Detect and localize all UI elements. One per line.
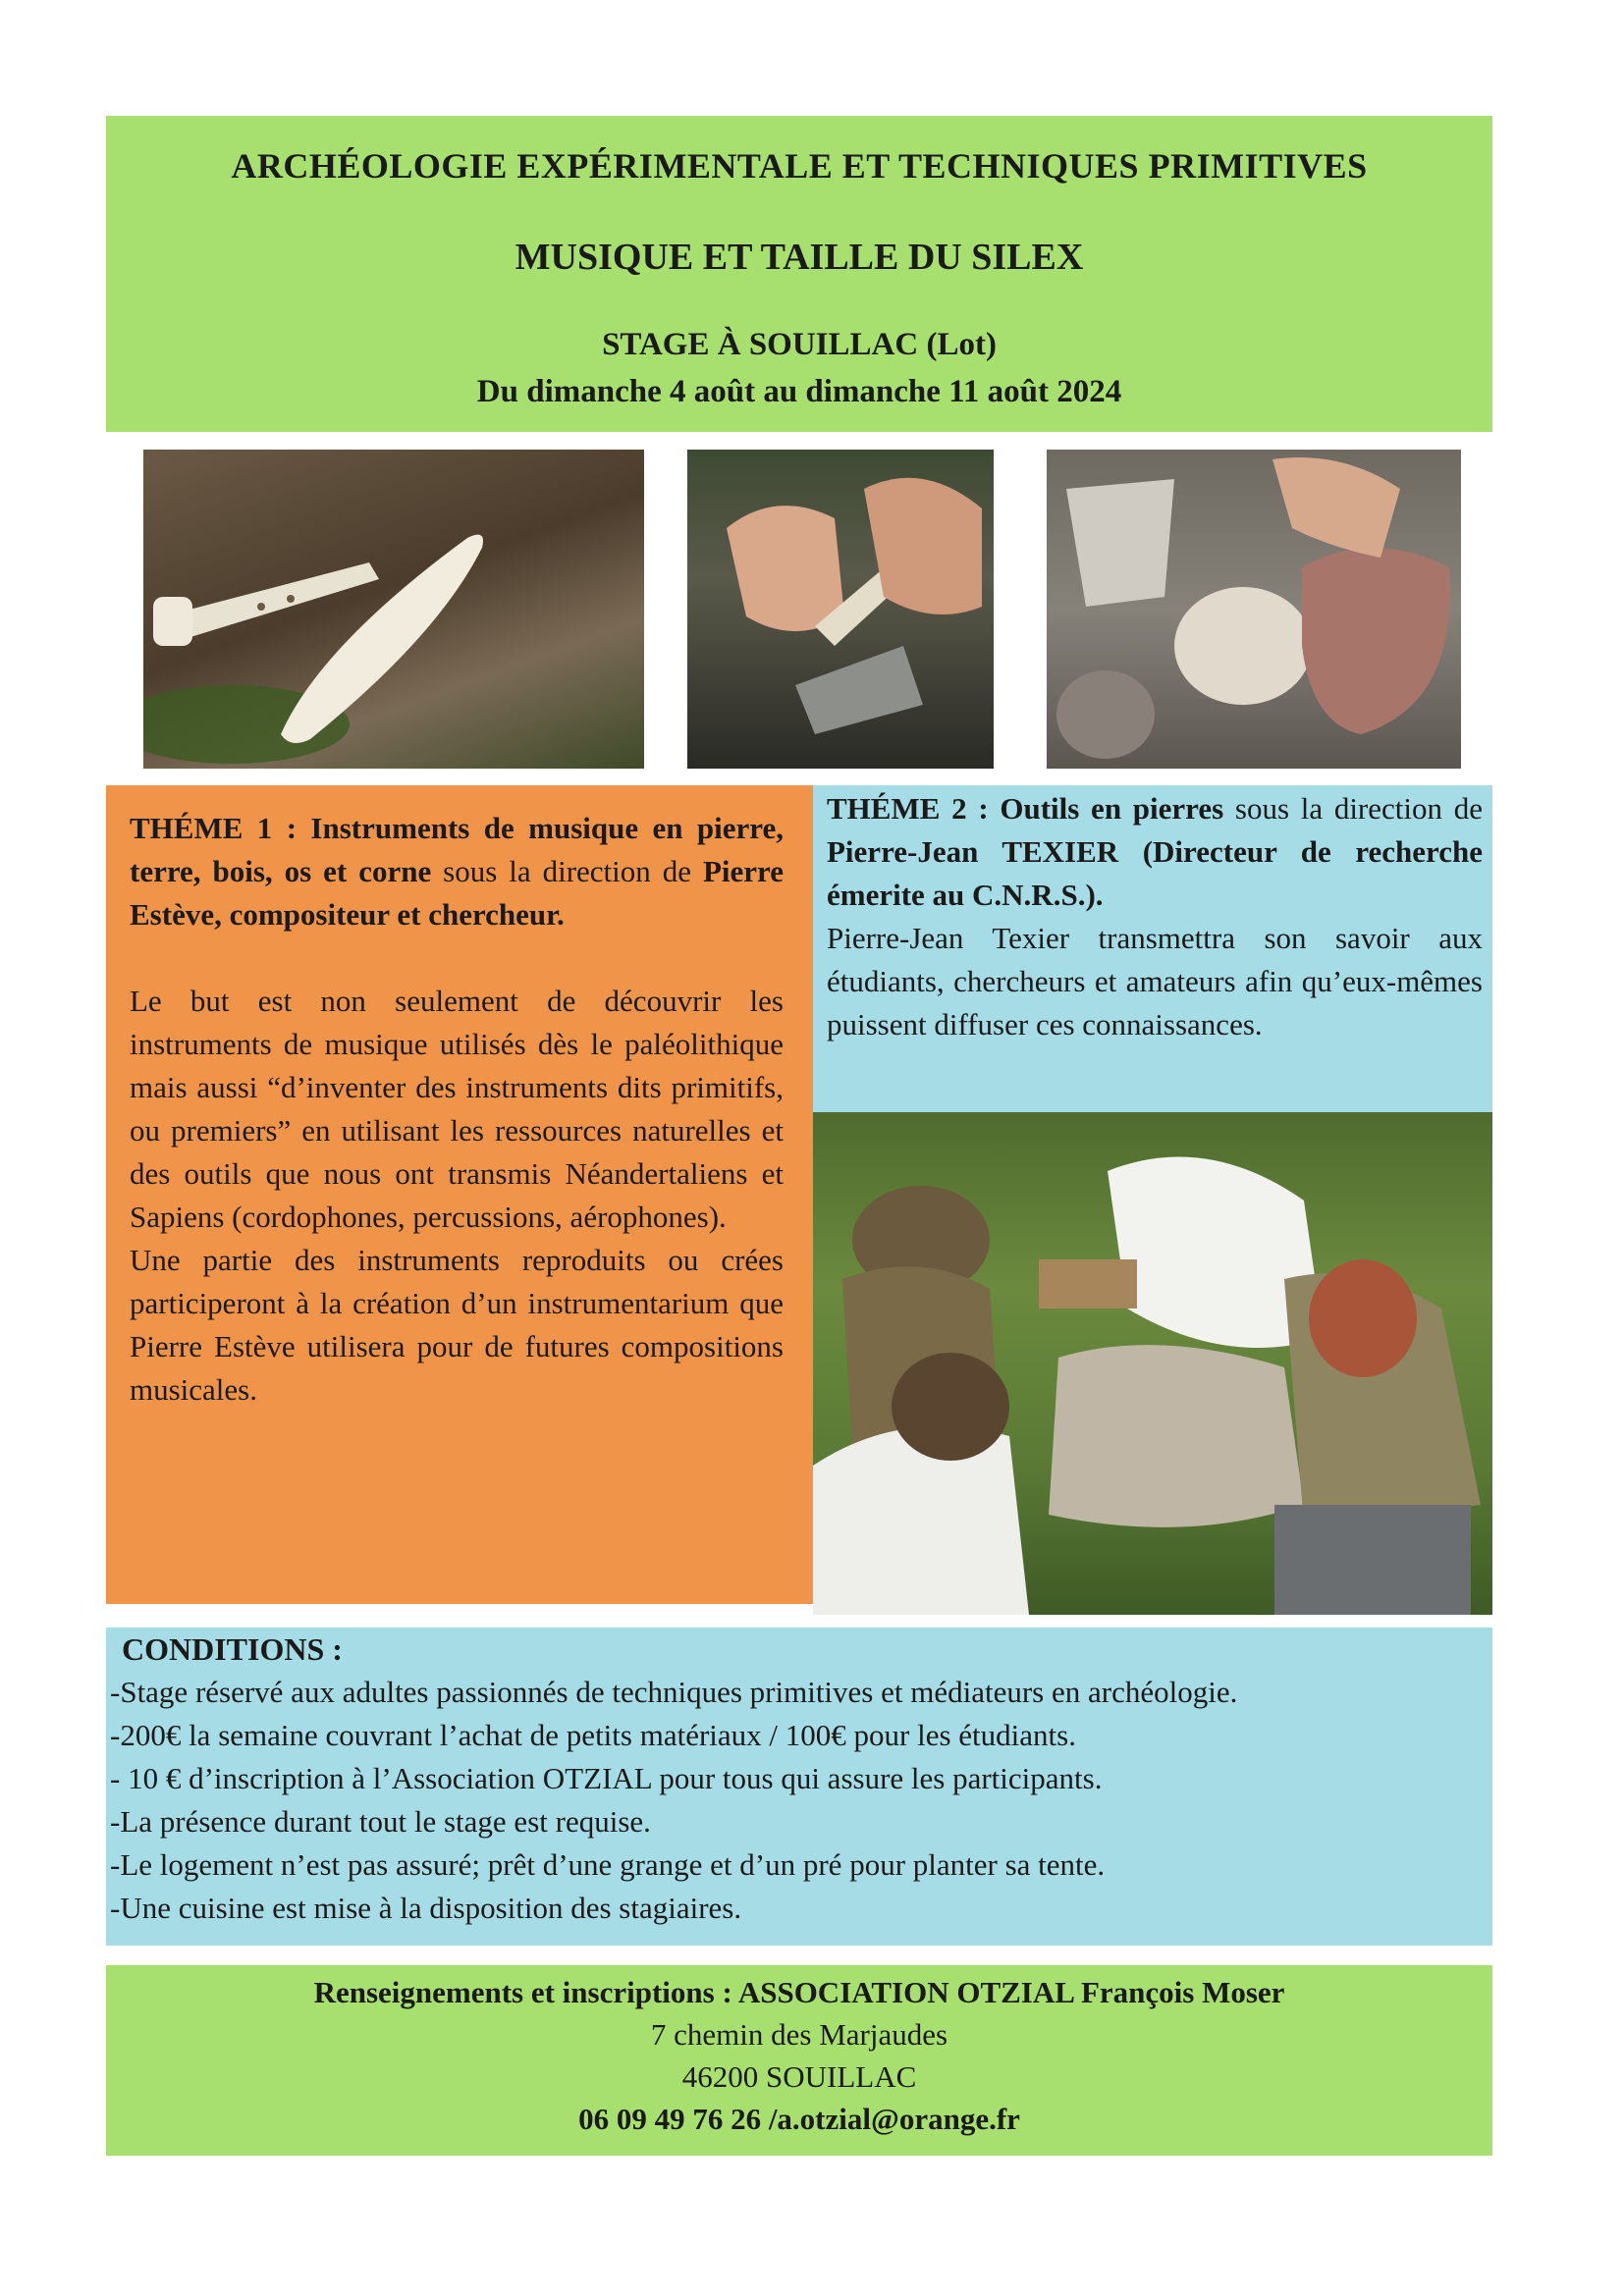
photo-bone-instruments-drawing (143, 450, 644, 769)
header-subtitle: MUSIQUE ET TAILLE DU SILEX (514, 237, 1084, 278)
theme1-heading (130, 807, 784, 936)
photo-group-workshop (813, 1112, 1492, 1615)
contact-phone-email: 06 09 49 76 26 /a.otzial@orange.fr (578, 2102, 1020, 2136)
theme2-direction-label: sous la direction de (1223, 791, 1483, 826)
conditions-panel (106, 1628, 1492, 1946)
theme1-director: Pierre Estève, compositeur et chercheur. (130, 854, 784, 932)
conditions-title: CONDITIONS : (122, 1631, 343, 1667)
conditions-item: -Une cuisine est mise à la disposition des stagiaires. (110, 1891, 742, 1925)
theme2-paragraph: Pierre-Jean Texier transmettra son savoir aux étudiants, chercheurs et amateurs afin qu’eux-mêmes puissent diffuser ces connaissances. (827, 921, 1483, 1041)
theme2-panel (813, 785, 1492, 1112)
theme2-title: THÉME 2 : Outils en pierres (827, 791, 1224, 826)
conditions-item: - 10 € d’inscription à l’Association OTZIAL pour tous qui assure les participants. (110, 1761, 1103, 1795)
header-dates: Du dimanche 4 août au dimanche 11 août 2024 (476, 374, 1122, 409)
contact-heading: Renseignements et inscriptions : ASSOCIATION OTZIAL François Moser (313, 1975, 1285, 2009)
header-banner (106, 116, 1492, 432)
photo-bone-instruments (143, 450, 644, 769)
conditions-item: -Stage réservé aux adultes passionnés de techniques primitives et médiateurs en archéologie. (110, 1675, 1238, 1709)
theme1-paragraph-2: Une partie des instruments reproduits ou crées participeront à la création d’un instrumentarium que Pierre Estève utilisera pour de futures compositions musicales. (130, 1243, 784, 1407)
theme2-director: Pierre-Jean TEXIER (Directeur de recherche émerite au C.N.R.S.). (827, 834, 1483, 912)
theme1-paragraph-1: Le but est non seulement de découvrir les instruments de musique utilisés dès le paléolithique mais aussi “d’inventer des instruments dits primitifs, ou premiers” en utilisant les ressources naturelles et des outils que nous ont transmis Néandertaliens et Sapiens (cordophones, percussions, aérophones). (130, 984, 784, 1234)
contact-street: 7 chemin des Marjaudes (650, 2017, 948, 2052)
conditions-item: -La présence durant tout le stage est requise. (110, 1804, 651, 1839)
header-location: STAGE À SOUILLAC (Lot) (602, 327, 997, 362)
photo-group-workshop-drawing (813, 1112, 1492, 1615)
header-title: ARCHÉOLOGIE EXPÉRIMENTALE ET TECHNIQUES PRIMITIVES (231, 146, 1368, 186)
photo-pottery-drawing (1047, 450, 1461, 769)
theme1-panel (106, 785, 813, 1604)
conditions-item: -Le logement n’est pas assuré; prêt d’une grange et d’un pré pour planter sa tente. (110, 1847, 1106, 1882)
theme1-title: THÉME 1 : Instruments de musique en pierre, terre, bois, os et corne (130, 811, 784, 888)
photo-pottery (1047, 450, 1461, 769)
theme1-direction-label: sous la direction de (431, 854, 703, 888)
photo-knapping-hands-drawing (687, 450, 994, 769)
contact-city: 46200 SOUILLAC (681, 2059, 917, 2094)
conditions-item: -200€ la semaine couvrant l’achat de petits matériaux / 100€ pour les étudiants. (110, 1718, 1076, 1752)
contact-panel (106, 1965, 1492, 2156)
photo-knapping-hands (687, 450, 994, 769)
theme2-heading (827, 787, 1483, 917)
